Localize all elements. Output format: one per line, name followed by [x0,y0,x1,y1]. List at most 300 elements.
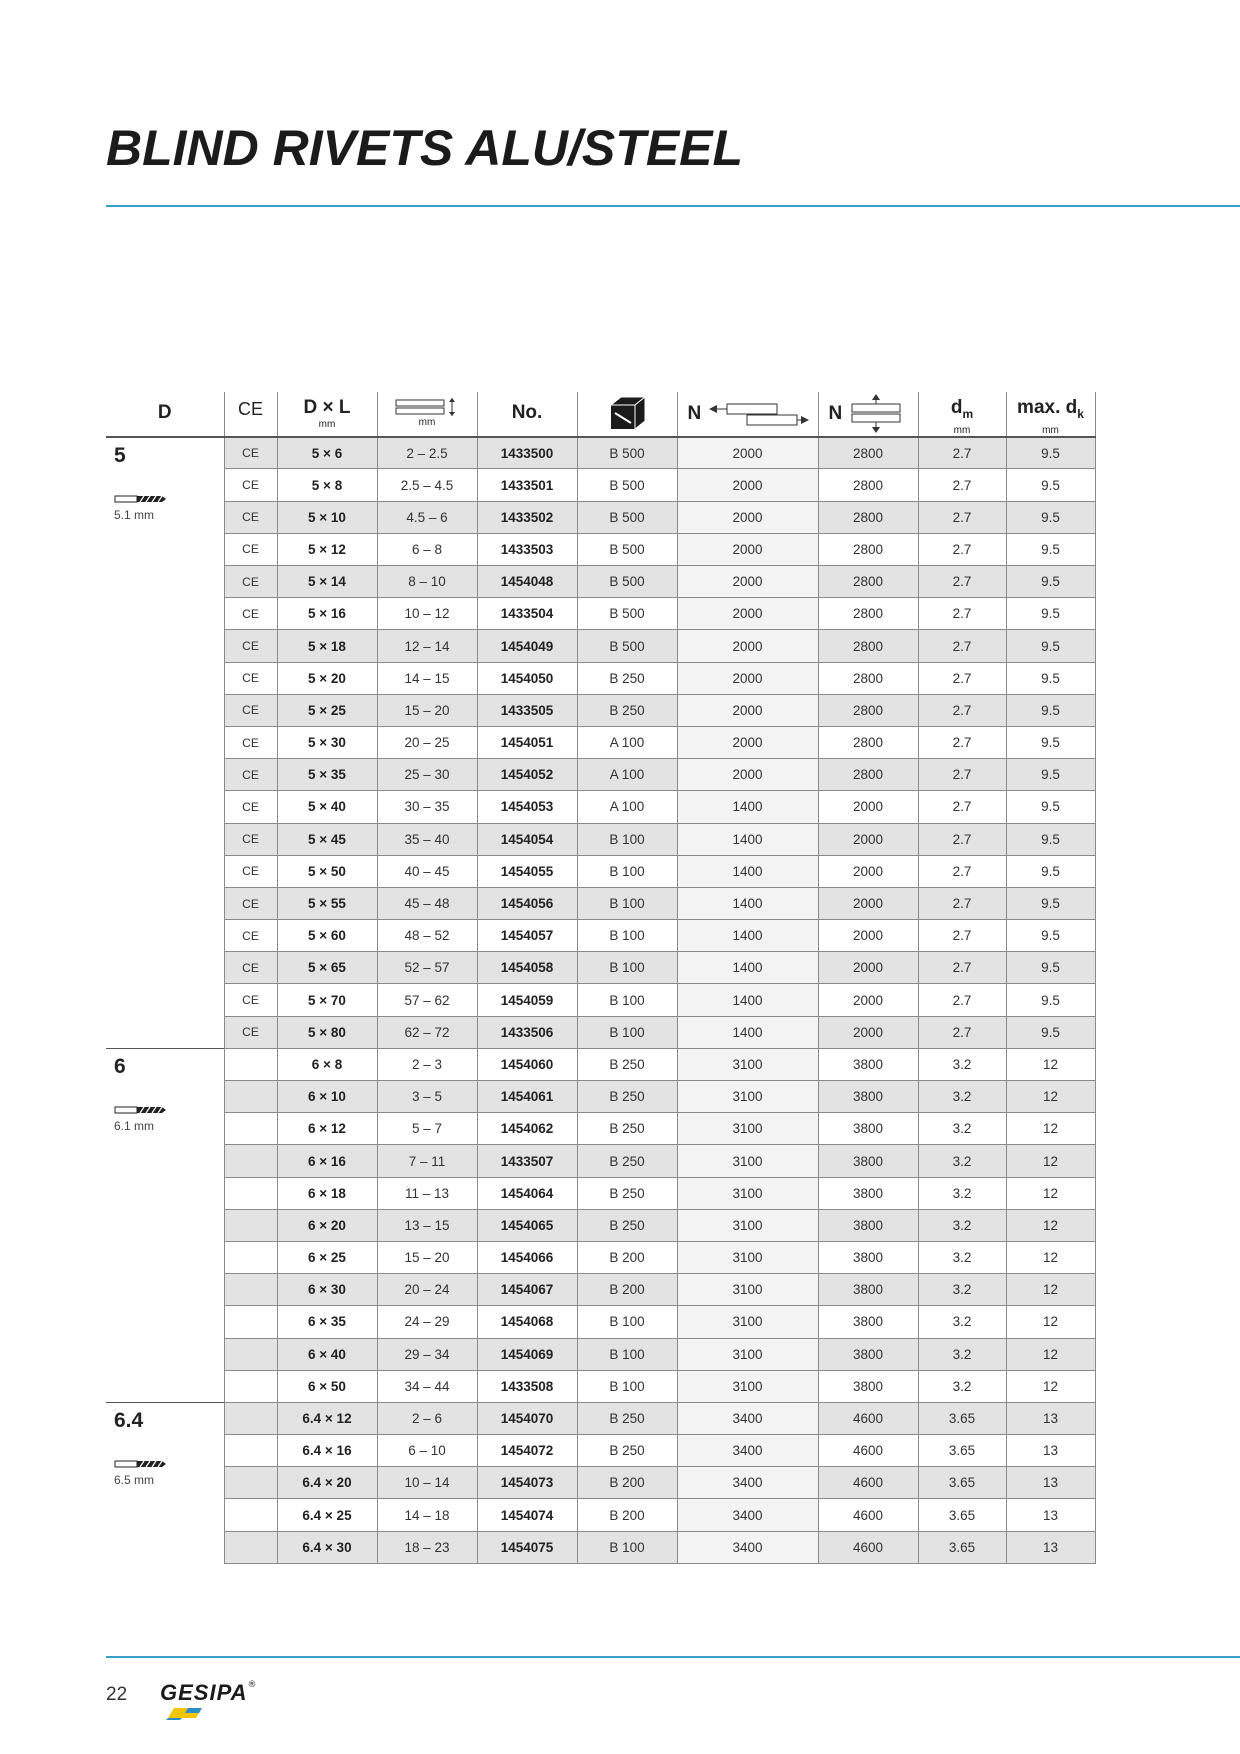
drill-size-label: 6.5 mm [114,1472,155,1487]
table-row [106,952,1095,984]
dk-cell: 12 [1006,1145,1095,1177]
table-row [106,501,1095,533]
ce-mark-icon: CE [237,399,263,419]
dm-cell: 2.7 [918,952,1006,984]
pack-cell: B 100 [577,1306,677,1338]
grip-cell: 3 – 5 [377,1081,477,1113]
article-no-cell: 1454050 [477,662,577,694]
grip-cell: 5 – 7 [377,1113,477,1145]
dm-cell: 2.7 [918,920,1006,952]
dxl-cell: 6 × 8 [277,1048,377,1080]
dxl-cell: 6 × 10 [277,1081,377,1113]
shear-cell: 3100 [677,1241,818,1273]
pack-cell: B 200 [577,1241,677,1273]
table-row [106,1048,1095,1080]
drill-size-label: 6.1 mm [114,1118,155,1133]
shear-cell: 1400 [677,823,818,855]
article-no-cell: 1433502 [477,501,577,533]
article-no-cell: 1454059 [477,984,577,1016]
dxl-cell: 6 × 18 [277,1177,377,1209]
grip-cell: 10 – 14 [377,1467,477,1499]
grip-cell: 2 – 3 [377,1048,477,1080]
dxl-cell: 6 × 16 [277,1145,377,1177]
grip-cell: 6 – 8 [377,533,477,565]
footer-rule [106,1656,1240,1658]
tensile-cell: 3800 [818,1177,918,1209]
tensile-cell: 2000 [818,887,918,919]
header-grip-range: mm [377,392,477,437]
ce-cell [224,1338,277,1370]
drill-bit-icon [114,1459,168,1469]
article-no-cell: 1454062 [477,1113,577,1145]
dxl-cell: 6 × 50 [277,1370,377,1402]
article-no-cell: 1454049 [477,630,577,662]
dk-cell: 12 [1006,1306,1095,1338]
ce-cell [224,1274,277,1306]
article-no-cell: 1454075 [477,1531,577,1563]
dk-cell: 9.5 [1006,887,1095,919]
dxl-cell: 6.4 × 16 [277,1435,377,1467]
grip-cell: 15 – 20 [377,694,477,726]
pack-cell: B 100 [577,1338,677,1370]
tensile-cell: 2800 [818,469,918,501]
page-title: BLIND RIVETS ALU/STEEL [106,120,744,176]
shear-cell: 1400 [677,791,818,823]
dk-cell: 9.5 [1006,501,1095,533]
grip-cell: 30 – 35 [377,791,477,823]
article-no-cell: 1433503 [477,533,577,565]
grip-cell: 29 – 34 [377,1338,477,1370]
ce-cell: CE [224,566,277,598]
shear-cell: 3100 [677,1274,818,1306]
dxl-cell: 6.4 × 20 [277,1467,377,1499]
table-row [106,1435,1095,1467]
drill-bit-icon [114,1105,168,1115]
table-row [106,1145,1095,1177]
dm-cell: 2.7 [918,694,1006,726]
dm-cell: 3.2 [918,1274,1006,1306]
pack-cell: B 100 [577,855,677,887]
dm-cell: 3.2 [918,1370,1006,1402]
grip-range-icon [394,397,460,417]
article-no-cell: 1454057 [477,920,577,952]
ce-cell: CE [224,887,277,919]
shear-cell: 3100 [677,1370,818,1402]
table-row [106,662,1095,694]
dk-cell: 12 [1006,1241,1095,1273]
pack-cell: B 250 [577,1435,677,1467]
table-row [106,823,1095,855]
article-no-cell: 1454055 [477,855,577,887]
dxl-cell: 5 × 80 [277,1016,377,1048]
header-ce [224,392,277,437]
article-no-cell: 1454065 [477,1209,577,1241]
tensile-cell: 2800 [818,694,918,726]
dk-cell: 12 [1006,1274,1095,1306]
grip-cell: 7 – 11 [377,1145,477,1177]
shear-cell: 1400 [677,1016,818,1048]
ce-cell [224,1113,277,1145]
table-row [106,437,1095,469]
dk-cell: 13 [1006,1435,1095,1467]
pack-cell: B 500 [577,533,677,565]
table-row [106,1081,1095,1113]
dm-cell: 2.7 [918,533,1006,565]
article-no-cell: 1454072 [477,1435,577,1467]
tensile-cell: 4600 [818,1531,918,1563]
article-no-cell: 1454073 [477,1467,577,1499]
shear-cell: 3100 [677,1113,818,1145]
pack-cell: B 250 [577,694,677,726]
dxl-cell: 6.4 × 30 [277,1531,377,1563]
pack-cell: B 100 [577,887,677,919]
diameter-value: 5 [114,443,126,467]
pack-cell: B 250 [577,1081,677,1113]
pack-cell: A 100 [577,726,677,758]
ce-cell [224,1370,277,1402]
shear-cell: 3400 [677,1499,818,1531]
tensile-cell: 3800 [818,1048,918,1080]
dk-cell: 9.5 [1006,694,1095,726]
ce-cell [224,1499,277,1531]
shear-cell: 2000 [677,566,818,598]
article-no-cell: 1454056 [477,887,577,919]
rivet-table [106,392,1096,1564]
table-row [106,1306,1095,1338]
dxl-cell: 5 × 14 [277,566,377,598]
dk-cell: 9.5 [1006,759,1095,791]
page-number: 22 [106,1684,128,1705]
grip-cell: 40 – 45 [377,855,477,887]
package-box-icon [607,395,647,431]
grip-cell: 2.5 – 4.5 [377,469,477,501]
tensile-cell: 2000 [818,823,918,855]
ce-cell [224,1209,277,1241]
dm-cell: 3.65 [918,1499,1006,1531]
table-row [106,1241,1095,1273]
article-no-cell: 1454064 [477,1177,577,1209]
article-no-cell: 1433508 [477,1370,577,1402]
tensile-cell: 3800 [818,1370,918,1402]
grip-cell: 12 – 14 [377,630,477,662]
tensile-cell: 3800 [818,1338,918,1370]
dm-cell: 3.65 [918,1531,1006,1563]
ce-cell [224,1531,277,1563]
table-row [106,1531,1095,1563]
dm-cell: 2.7 [918,791,1006,823]
dk-cell: 12 [1006,1113,1095,1145]
table-row [106,694,1095,726]
ce-cell: CE [224,791,277,823]
dxl-cell: 5 × 40 [277,791,377,823]
tensile-cell: 2000 [818,952,918,984]
grip-cell: 34 – 44 [377,1370,477,1402]
header-dk: max. $d_k$ mm [1006,392,1095,437]
dk-cell: 12 [1006,1370,1095,1402]
article-no-cell: 1454061 [477,1081,577,1113]
dm-cell: 3.65 [918,1402,1006,1434]
article-no-cell: 1433506 [477,1016,577,1048]
grip-cell: 57 – 62 [377,984,477,1016]
dm-cell: 2.7 [918,759,1006,791]
dxl-cell: 5 × 30 [277,726,377,758]
tensile-cell: 3800 [818,1306,918,1338]
pack-cell: B 500 [577,566,677,598]
grip-cell: 13 – 15 [377,1209,477,1241]
grip-cell: 4.5 – 6 [377,501,477,533]
table-row [106,791,1095,823]
dxl-cell: 6 × 25 [277,1241,377,1273]
table-row [106,1402,1095,1434]
gesipa-logo [160,1680,260,1720]
article-no-cell: 1454070 [477,1402,577,1434]
table-row [106,920,1095,952]
shear-cell: 2000 [677,726,818,758]
ce-cell: CE [224,533,277,565]
dxl-cell: 5 × 8 [277,469,377,501]
ce-cell: CE [224,823,277,855]
grip-cell: 62 – 72 [377,1016,477,1048]
tensile-cell: 3800 [818,1209,918,1241]
dk-cell: 12 [1006,1209,1095,1241]
ce-cell: CE [224,662,277,694]
table-row [106,1370,1095,1402]
shear-cell: 3400 [677,1531,818,1563]
grip-cell: 8 – 10 [377,566,477,598]
tensile-cell: 2800 [818,533,918,565]
table-row [106,566,1095,598]
tensile-cell: 2800 [818,437,918,469]
dk-cell: 9.5 [1006,920,1095,952]
grip-cell: 15 – 20 [377,1241,477,1273]
shear-cell: 2000 [677,469,818,501]
dm-cell: 2.7 [918,598,1006,630]
grip-cell: 2 – 6 [377,1402,477,1434]
ce-cell [224,1435,277,1467]
ce-cell [224,1241,277,1273]
pack-cell: B 500 [577,598,677,630]
ce-cell [224,1467,277,1499]
dm-cell: 2.7 [918,469,1006,501]
tensile-cell: 2800 [818,598,918,630]
ce-cell: CE [224,759,277,791]
shear-cell: 3400 [677,1467,818,1499]
table-row [106,630,1095,662]
pack-cell: B 250 [577,1145,677,1177]
shear-cell: 3400 [677,1402,818,1434]
grip-cell: 18 – 23 [377,1531,477,1563]
ce-cell [224,1048,277,1080]
article-no-cell: 1433504 [477,598,577,630]
tensile-cell: 3800 [818,1241,918,1273]
article-no-cell: 1454074 [477,1499,577,1531]
grip-cell: 20 – 25 [377,726,477,758]
dxl-cell: 6 × 35 [277,1306,377,1338]
dk-cell: 13 [1006,1531,1095,1563]
dxl-cell: 5 × 25 [277,694,377,726]
dk-cell: 9.5 [1006,984,1095,1016]
grip-cell: 48 – 52 [377,920,477,952]
grip-cell: 11 – 13 [377,1177,477,1209]
pack-cell: B 250 [577,1402,677,1434]
article-no-cell: 1454051 [477,726,577,758]
tensile-cell: 2800 [818,726,918,758]
diameter-value: 6 [114,1054,126,1078]
shear-cell: 2000 [677,437,818,469]
grip-cell: 6 – 10 [377,1435,477,1467]
dm-cell: 2.7 [918,984,1006,1016]
article-no-cell: 1454058 [477,952,577,984]
pack-cell: B 100 [577,1016,677,1048]
grip-cell: 2 – 2.5 [377,437,477,469]
ce-cell: CE [224,630,277,662]
shear-cell: 3100 [677,1145,818,1177]
pack-cell: B 100 [577,984,677,1016]
pack-cell: A 100 [577,759,677,791]
tensile-cell: 3800 [818,1274,918,1306]
header-no: No. [477,392,577,437]
dk-cell: 13 [1006,1402,1095,1434]
dm-cell: 2.7 [918,437,1006,469]
pack-cell: B 100 [577,952,677,984]
table-row [106,1467,1095,1499]
shear-cell: 2000 [677,533,818,565]
table-row [106,1274,1095,1306]
tensile-cell: 4600 [818,1499,918,1531]
dxl-cell: 5 × 12 [277,533,377,565]
dm-cell: 3.2 [918,1048,1006,1080]
pack-cell: B 500 [577,437,677,469]
dxl-cell: 5 × 16 [277,598,377,630]
header-n-tensile: N [818,392,918,437]
table-row [106,598,1095,630]
grip-cell: 20 – 24 [377,1274,477,1306]
table-row [106,855,1095,887]
pack-cell: B 200 [577,1467,677,1499]
header-n-shear: N [677,392,818,437]
header-pack [577,392,677,437]
dm-cell: 3.2 [918,1338,1006,1370]
shear-cell: 1400 [677,952,818,984]
dk-cell: 12 [1006,1338,1095,1370]
dk-cell: 12 [1006,1177,1095,1209]
table-row [106,887,1095,919]
shear-cell: 2000 [677,598,818,630]
grip-cell: 45 – 48 [377,887,477,919]
shear-force-icon [707,399,811,429]
article-no-cell: 1454066 [477,1241,577,1273]
tensile-cell: 2000 [818,855,918,887]
dxl-cell: 5 × 45 [277,823,377,855]
brand-mark: ® [247,1680,257,1690]
pack-cell: B 500 [577,630,677,662]
dm-cell: 3.2 [918,1113,1006,1145]
tensile-cell: 2000 [818,791,918,823]
ce-cell: CE [224,501,277,533]
dm-cell: 2.7 [918,566,1006,598]
ce-cell: CE [224,952,277,984]
dm-cell: 2.7 [918,501,1006,533]
dm-cell: 3.2 [918,1081,1006,1113]
ce-cell [224,1145,277,1177]
dxl-cell: 5 × 55 [277,887,377,919]
table-row [106,1177,1095,1209]
dk-cell: 9.5 [1006,952,1095,984]
dk-cell: 12 [1006,1081,1095,1113]
table-row [106,1113,1095,1145]
dxl-cell: 5 × 18 [277,630,377,662]
dxl-cell: 5 × 35 [277,759,377,791]
ce-cell: CE [224,598,277,630]
article-no-cell: 1433500 [477,437,577,469]
shear-cell: 3100 [677,1306,818,1338]
dxl-cell: 6.4 × 12 [277,1402,377,1434]
dk-cell: 13 [1006,1467,1095,1499]
pack-cell: B 100 [577,1370,677,1402]
ce-cell [224,1081,277,1113]
shear-cell: 1400 [677,920,818,952]
pack-cell: B 200 [577,1274,677,1306]
grip-cell: 14 – 15 [377,662,477,694]
article-no-cell: 1454067 [477,1274,577,1306]
dm-cell: 2.7 [918,855,1006,887]
pack-cell: B 250 [577,1113,677,1145]
ce-cell: CE [224,984,277,1016]
dxl-cell: 5 × 65 [277,952,377,984]
tensile-cell: 2000 [818,1016,918,1048]
shear-cell: 1400 [677,984,818,1016]
grip-cell: 35 – 40 [377,823,477,855]
dxl-cell: 6.4 × 25 [277,1499,377,1531]
grip-cell: 25 – 30 [377,759,477,791]
dk-cell: 12 [1006,1048,1095,1080]
article-no-cell: 1433507 [477,1145,577,1177]
table-row [106,984,1095,1016]
dm-cell: 3.2 [918,1306,1006,1338]
shear-cell: 3400 [677,1435,818,1467]
dm-cell: 2.7 [918,823,1006,855]
rivet-table-wrap [106,392,1096,1564]
tensile-cell: 2800 [818,566,918,598]
grip-cell: 14 – 18 [377,1499,477,1531]
dxl-cell: 5 × 70 [277,984,377,1016]
pack-cell: B 100 [577,920,677,952]
shear-cell: 2000 [677,694,818,726]
dm-cell: 3.65 [918,1435,1006,1467]
tensile-cell: 2800 [818,662,918,694]
pack-cell: B 100 [577,1531,677,1563]
tensile-cell: 3800 [818,1081,918,1113]
header-dm: $d_m$ mm [918,392,1006,437]
pack-cell: B 500 [577,469,677,501]
shear-cell: 2000 [677,759,818,791]
grip-cell: 52 – 57 [377,952,477,984]
shear-cell: 2000 [677,630,818,662]
dk-cell: 9.5 [1006,855,1095,887]
table-row [106,1338,1095,1370]
dxl-cell: 6 × 20 [277,1209,377,1241]
pack-cell: B 200 [577,1499,677,1531]
header-d: D [106,392,224,437]
dk-cell: 9.5 [1006,1016,1095,1048]
ce-cell: CE [224,437,277,469]
dxl-cell: 6 × 12 [277,1113,377,1145]
brand-name: GESIPA [160,1680,248,1705]
tensile-cell: 4600 [818,1467,918,1499]
dm-cell: 3.2 [918,1177,1006,1209]
shear-cell: 3100 [677,1177,818,1209]
table-row [106,1499,1095,1531]
